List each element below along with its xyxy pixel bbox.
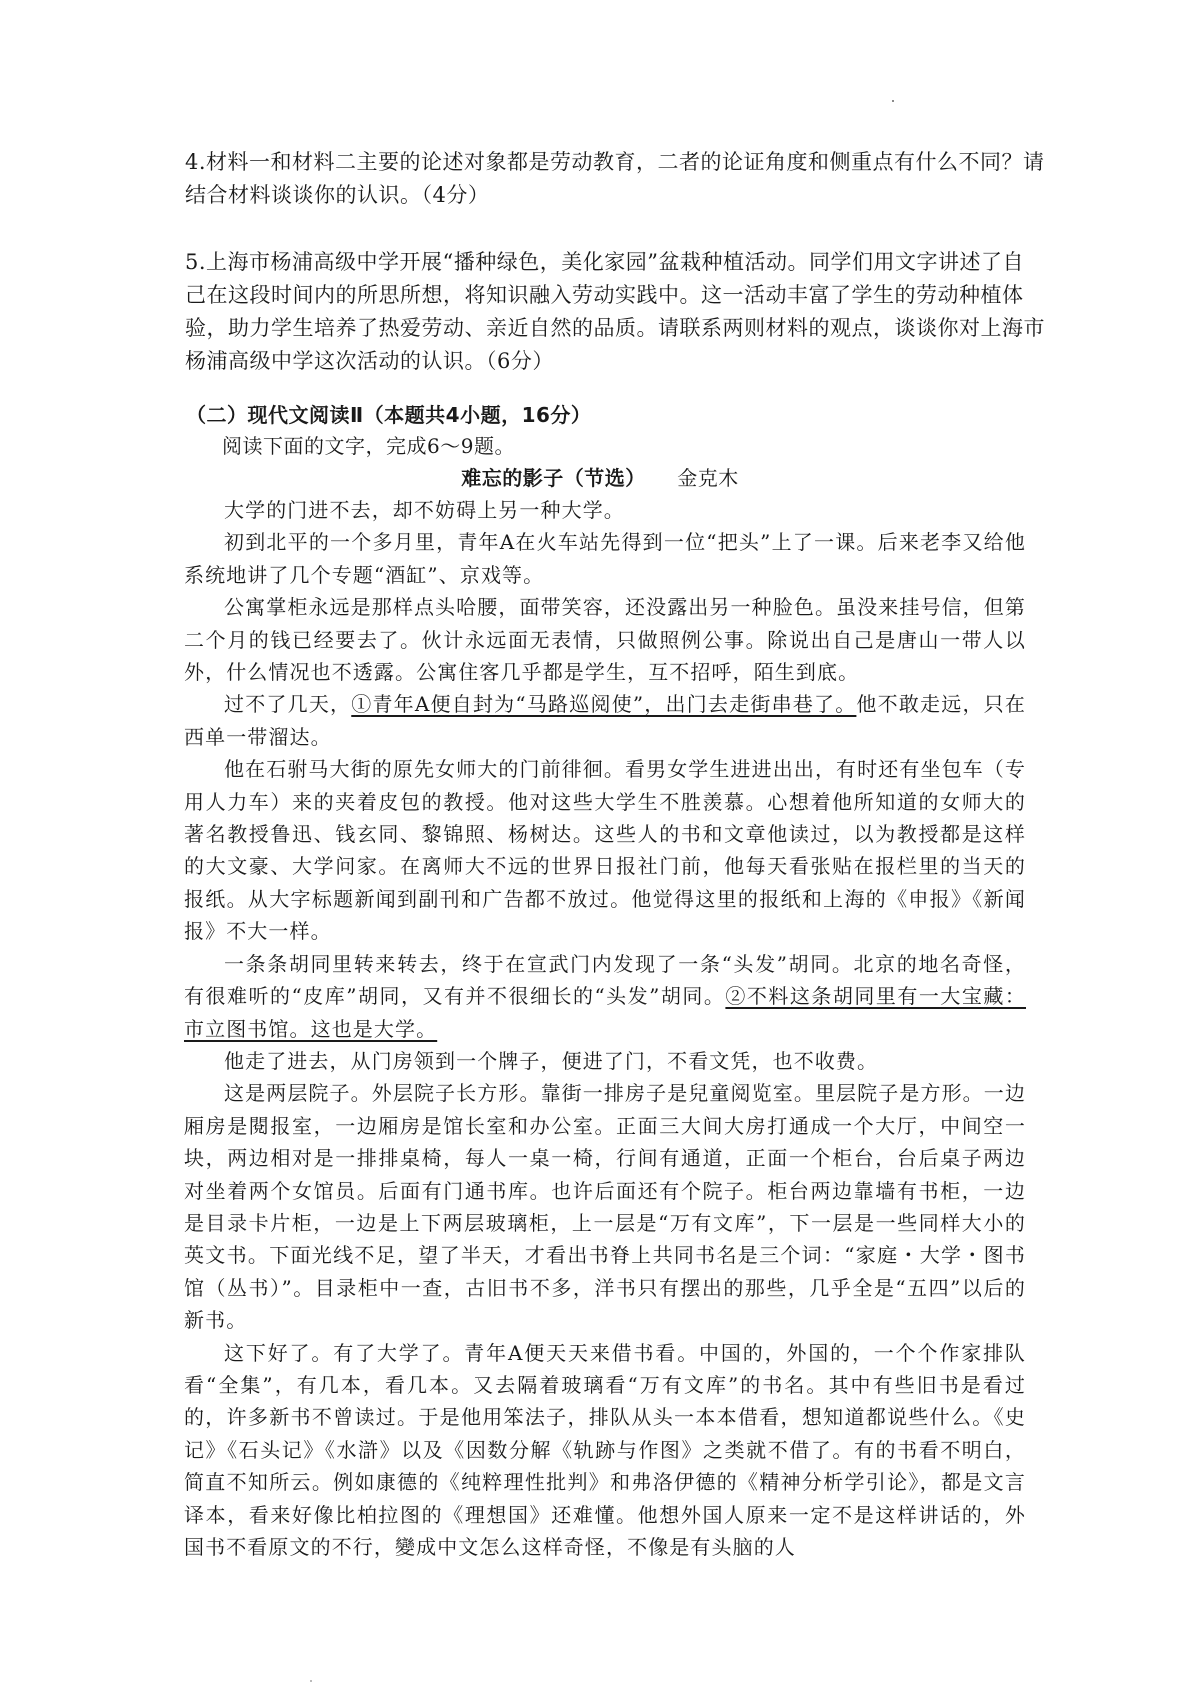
- reading-instruction: 阅读下面的文字，完成6～9题。: [222, 434, 515, 458]
- paragraph-4-tail: 他不敢走远，只在西单一带溜达。: [184, 692, 1026, 749]
- scan-speck: [310, 1680, 312, 1682]
- paragraph-6: [184, 948, 1026, 1045]
- paragraph-4: [184, 688, 1026, 753]
- article-author: 金克木: [677, 466, 739, 490]
- scan-dot: [892, 100, 894, 102]
- underlined-sentence-2: ②不料这条胡同里有一大宝藏：市立图书馆。这也是大学。: [184, 984, 1026, 1041]
- paragraph-2: 初到北平的一个多月里，青年A在火车站先得到一位“把头”上了一课。后来老李又给他系统地讲了几个专题“酒缸”、京戏等。: [184, 530, 1026, 587]
- paragraph-5: 他在石驸马大街的原先女师大的门前徘徊。看男女学生进进出出，有时还有坐包车（专用人力车）来的夹着皮包的教授。他对这些大学生不胜羡慕。心想着他所知道的女师大的著名教授鲁迅、钱玄同、黎锦照、杨树达。这些人的书和文章他读过，以为教授都是这样的大文豪、大学问家。在离师大不远的世界日报社门前，他每天看张贴在报栏里的当天的报纸。从大字标题新闻到副刊和广告都不放过。他觉得这里的报纸和上海的《申报》《新闻报》不大一样。: [184, 757, 1026, 944]
- paragraph-7: 他走了进去，从门房领到一个牌子，便进了门，不看文凭，也不收费。: [224, 1048, 879, 1073]
- question-5: 5.上海市杨浦高级中学开展“播种绿色，美化家园”盆栽种植活动。同学们用文字讲述了自己在这段时间内的所思所想，将知识融入劳动实践中。这一活动丰富了学生的劳动种植体验，助力学生培养了热爱劳动、亲近自然的品质。请联系两则材料的观点，谈谈你对上海市杨浦高级中学这次活动的认识。（6分）: [185, 250, 1045, 373]
- underlined-sentence-1: ①青年A便自封为“马路巡阅使”，出门去走街串巷了。: [351, 692, 857, 717]
- article-body: [184, 494, 1026, 1563]
- question-4: 4.材料一和材料二主要的论述对象都是劳动教育，二者的论证角度和侧重点有什么不同？请结合材料谈谈你的认识。（4分）: [185, 150, 1045, 207]
- section-heading: （二）现代文阅读Ⅱ（本题共4小题，16分）: [186, 403, 592, 427]
- paragraph-3: 公寓掌柜永远是那样点头哈腰，面带笑容，还没露出另一种脸色。虽没来挂号信，但第二个月的钱已经要去了。伙计永远面无表情，只做照例公事。除说出自己是唐山一带人以外，什么情况也不透露。公寓住客几乎都是学生，互不招呼，陌生到底。: [184, 595, 1026, 685]
- article-title-line: [0, 462, 1200, 495]
- paragraph-6-lead: 一条条胡同里转来转去，终于在宣武门内发现了一条“头发”胡同。北京的地名奇怪，有很难听的“皮库”胡同，又有并不很细长的“头发”胡同。: [184, 951, 1026, 1009]
- paragraph-4-lead: 过不了几天，: [224, 692, 352, 717]
- article-title: 难忘的影子（节选）: [461, 466, 646, 490]
- paragraph-9: 这下好了。有了大学了。青年A便天天来借书看。中国的，外国的，一个个作家排队看“全集”，有几本，看几本。又去隔着玻璃看“万有文库”的书名。其中有些旧书是看过的，许多新书不曾读过。于是他用笨法子，排队从头一本本借看，想知道都说些什么。《史记》《石头记》《水滸》以及《因数分解《轨跡与作图》之类就不借了。有的书看不明白，简直不知所云。例如康德的《纯粹理性批判》和弗洛伊德的《精神分析学引论》，都是文言译本，看来好像比柏拉图的《理想国》还难懂。他想外国人原来一定不是这样讲话的，外国书不看原文的不行，變成中文怎么这样奇怪，不像是有头脑的人: [184, 1340, 1026, 1559]
- paragraph-8: 这是两层院子。外层院子长方形。靠街一排房子是兒童阅览室。里层院子是方形。一边厢房是閱报室，一边厢房是馆长室和办公室。正面三大间大房打通成一个大厅，中间空一块，两边相对是一排排桌椅，每人一桌一椅，行间有通道，正面一个柜台，台后桌子两边对坐着两个女馆员。后面有门通书库。也许后面还有个院子。柜台两边靠墙有书柜，一边是目录卡片柜，一边是上下两层玻璃柜，上一层是“万有文库”，下一层是一些同样大小的英文书。下面光线不足，望了半天，才看出书脊上共同书名是三个词：“家庭・大学・图书馆（丛书）”。目录柜中一查，古旧书不多，洋书只有摆出的那些，几乎全是“五四”以后的新书。: [184, 1081, 1026, 1333]
- paragraph-1: 大学的门进不去，却不妨碍上另一种大学。: [224, 498, 625, 522]
